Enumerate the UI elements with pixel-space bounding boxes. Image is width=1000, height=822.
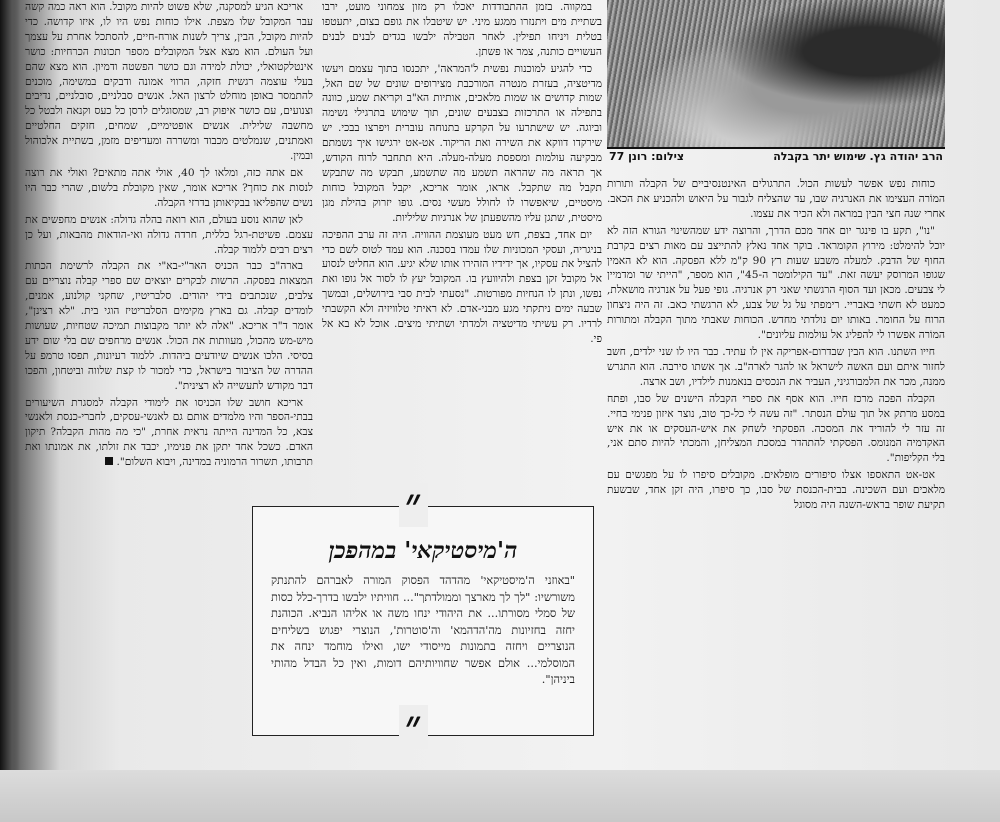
- pull-quote-body: "באוזני ה'מיסטיקאי' מהדהד הפסוק המורה לאברהם להתנתק משורשיו: "לך לך מארצך וממולדתך"... חוויתיו ילבשו בדרך-כלל כסות של סמלי מסורתו... את היהודי ינחו משה או אליהו הנביא. הכוהנת יחזה בחזיונות מה'הדהמא' וה'סוטרות', הנוצרי יפגוש בשליחים הנוצריים ויחזה בתמונות מייסודי ישו, ואילו מוחמד ינחה את המוסלמי... אולם אפשר שחוויותיהם דומות, ואין כל הבדל מהותי ביניהן".: [271, 574, 575, 686]
- photo-caption-text: הרב יהודה גץ. שימוש יתר בקבלה: [773, 150, 943, 163]
- paragraph: הקבלה הפכה מרכז חייו. הוא אסף את ספרי הקבלה הישנים של סבו, ופתח במסע מרתק אל תוך עולם הנסתר. "זה עשה לי כל-כך טוב, נוצר איזון פנימי בחיי. זה עזר לי להוריד את המסכה. הפסקתי לשחק את איש-העסקים או את איש האקדמיה המנומס. הפסקתי להתהדר במסכת המצליחן, והמכתי להיות סתם אני, בלי הקליפות".: [607, 392, 945, 465]
- article-column-middle: [322, 0, 602, 498]
- quote-close-icon: ״: [399, 705, 428, 749]
- paragraph: [25, 396, 313, 471]
- page-bottom-margin: [0, 770, 1000, 822]
- paragraph: לאן שהוא נוסע בעולם, הוא רואה בהלה גדולה: אנשים מחפשים את עצמם. פשיטת-רגל כללית, חרדה גדולה ואי-הודאות מהבאות, ועל כן רצים רבים ללמוד קבלה.: [25, 213, 313, 256]
- paragraph: במקווה. בזמן ההתבודדות יאכלו רק מזון צמחוני מועט, ירבו בשתיית מים ויתנזרו ממגע מיני. יש שיטבלו את גופם בצום, יתעטפו בטלית ויניחו תפילין. לאחר הטבילה ילבשו בגדים לבנים לבנים העשויים כותנה, צמר או פשתן.: [322, 1, 602, 58]
- paragraph: אריכא הגיע למסקנה, שלא פשוט להיות מקובל. הוא ראה כמה קשה עבר המקובל שלו מצפת. אילו כוחות נפש היו לו, איזו קדושה. כדי להיות מקובל, הבין, צריך לשנות אורח-חיים, להסתכל אחרת על עצמך ועל העולם. הוא מצא אצל המקובלים מספר תכונות הכרחיות: כושר אינטלקטואלי, יכולת למידה וגם כושר הפשטה ודמיון. הוא מצא שהם בעלי עוצמה רגשית חזקה, הרווי אמונה ודבקים במשימה, מוכנים להתמסר באופן מוחלט לרצון האל. אנשים סבלניים, סובלניים, נדיבים וצנועים, עם כושר איפוק רב, שמסוגלים לרסן כל כעס וקנאה ולבטל כל מחשבה שלילית. אנשים אופטימיים, שמחים, חזקים החלטיים ואמתנים, שנמלטים מכבוד ומשררה ומעדיפים מזמן, בשתיית אלכוהול ובמין.: [25, 1, 313, 163]
- pull-quote-box: [252, 479, 594, 752]
- paragraph: יום אחד, בצפת, חש מעט מעוצמת ההוויה. היה זה ערב ההפיכה בניגריה, ועסקי המכוניות שלו עמדו בסכנה. הוא עמד לטוס לשם כדי להציל את עסקיו, אך ידידיו הזהירו אותו שלא יגיע. הוא החליט לנסוע אל מקובל זקן בצפת ולהיוועץ בו. המקובל יעץ לו לסור אל גופו ואת נפשו, ונתן לו הנחיות מפורטות. "נסעתי לבית סבי בירושלים, ובמשך שבעה ימים ניתקתי מגע מבני-אדם. לא ראיתי טלוויזיה ולא הקשבתי לרדיו. רק עשיתי מדיטציה ולמדתי ושתיתי מיצים. אוכל לא בא אל פי.: [322, 228, 602, 345]
- paragraph: אט-אט התאספו אצלו סיפורים מופלאים. מקובלים סיפרו לו על מפגשים עם מלאכים ועם השכינה. בבית-הכנסת של סבו, כך סיפרו, היה זקן אחד, שבשעת תקיעת שופר בראש-השנה היה מסוגל: [607, 469, 945, 512]
- photo-caption: [607, 150, 945, 168]
- paragraph: בארה"ב כבר הכניס האר"י-בא"י את הקבלה לרשימת הכתות המצאות בפסקה. הרשות לבקרים יוצאים שם ספרי קבלה נוצריים עם צלבים, שנכתבים בידי יהודים. סלבריטיז, שחקני קולנוע, אמנים, לומדים קבלה. גם בארץ מקימים הסלבריטיז הוגי בית. "לא רצינן", אומר ד"ר אריכא. "אלה לא יותר מקבוצות תמיכה שטחיות, שעושות מיש-מש מהכול, מעוותות את הכול. אנשים מרחפים שם בלי שום ידע בסיסי. הלכו אנשים שיודעים ביהדות. ללמוד רעיונות, תפסו טרמפ על ההדרה של הציבור בישראל, כדי למכור לו קצת שלווה וביטחון, והפכו דבר מקודש לתעשייה לא רצינית".: [25, 260, 313, 392]
- paragraph: "נו", תקע בו פינגר יום אחד מכם הדרך, והרוצה ידע שמהשינוי הגורא הזה לא יוכל להימלט: מירוץ הקומראד. בוקר אחד נאלץ להתייצב עם מאות רצים בקרבת החוף של הדבק. למעלה משבע שעות רץ 90 ק"מ ללא הפסקה. הוא לא האמין שגופו המרוסק יעשה זאת. "עד הקילומטר ה-45", הוא מספר, "הייתי שר ומדמיין לי צבעים. מכאן ועד הסוף הרגשתי שאני רק אנרגיה. גופי פעל על אנרגיה מושאלת, כמעט לא חשתי באבריי. רימפתי על גל של צבע, לא הרגשתי כאב. זה היה ניצחון הרוח על החומר. באותו יום נולדתי מחדש. הכוחות שאבתי מתוך הקבלה ומתורות המוֹרה אפשרו לי להפליג אל עולמות עליונים".: [607, 224, 945, 342]
- portrait-photo: [607, 0, 945, 149]
- photo-credit: צילום: רונן 77: [609, 150, 685, 163]
- paragraph: אם אתה כזה, ומלאו לך 40, אולי אתה מתאים? ואולי את רוצה לנסות את כוחך? אריכא אומר, שאין מקובלת בלשום, שהרי כבר היו נשים שהפליאו בבקיאותן בדרזי הקבלה.: [25, 166, 313, 209]
- quote-open-icon: ״: [399, 483, 428, 527]
- paragraph: כוחות נפש אפשר לעשות הכול. התרגולים האינטנסיביים של הקבלה ותורות המוֹרה העצימו את האנרגיה שבו, עד שהצליח לגבור על היאוש ולהכניע את הכאב. אחרי שנה חצי הבין במראה ולא הכיר את עצמו.: [607, 178, 945, 220]
- paragraph-text: אריכא חושב שלו הכניסו את לימודי הקבלה למסגרת השיעורים בבתי-הספר והיו מלמדים אותם גם לאנשי-עסקים, לחברי-כנסת ולאנשי צבא, כל המדינה הייתה נראית אחרת, "כי מה מהות הקבלה? תיקון האדם. כשכל אחד יתקן את פנימיו, יכבד את זולתו, את אמונתו ואת תרבותו, תשרור הרמוניה במדינה, ויבוא השלום".: [25, 396, 313, 469]
- paragraph: כדי להגיע למוכנות נפשית ל'המראה', יתכנסו בתוך עצמם ויעשו מדיטציה, בעזרת מנטרה המורכבת מצירופים שונים של שם האל, שמות קדושים או שמות מלאכים, אותיות הא"ב וקריאת שמע, כוונה בתפילה או התרכזות בצבעים שונים, תוך שימוש בתרגילי נשימה וביוגה. יש שישתרעו על הקרקע בתנוחה עוברית ויפרצו בבכי. יש שירקדו דווקא את השירה ואת הריקוד. אט-אט ירגישו איך נשמתם מבקיעה עולמות ומספסת מעלה-מעלה. היא תתחבר לרוח הקודש, אך תראה מה שהראה תשמע מה שתשמע, תבקש מה שתבקש תקבל מה שתקבל. אראו, אומר אריכא, יקבל המקובל כוחות מיסטיים, שיאפשרו לו לחולל מעשי נסים. גופו יזרוק בהילת מגן מיסטית, שתגן עליו מהשפעתן של אנרגיות שליליות.: [322, 62, 602, 224]
- paragraph: חייו השתנו. הוא הבין שבדרום-אפריקה אין לו עתיד. כבר היו לו שני ילדים, חשב לחזור איתם ועם האשה לישראל או להגר לארה"ב. אך אשתו סירבה. הוא התגרש ממנה, מכר את הלמבורגיני, העביר את הנכסים בנאמנות לילדיו, ושב ארצה.: [607, 345, 945, 388]
- article-column-right: [607, 177, 945, 742]
- pull-quote-title: ה'מיסטיקאי' במהפכן: [328, 537, 518, 564]
- end-of-article-mark: [105, 457, 113, 465]
- binding-shadow: [0, 0, 20, 822]
